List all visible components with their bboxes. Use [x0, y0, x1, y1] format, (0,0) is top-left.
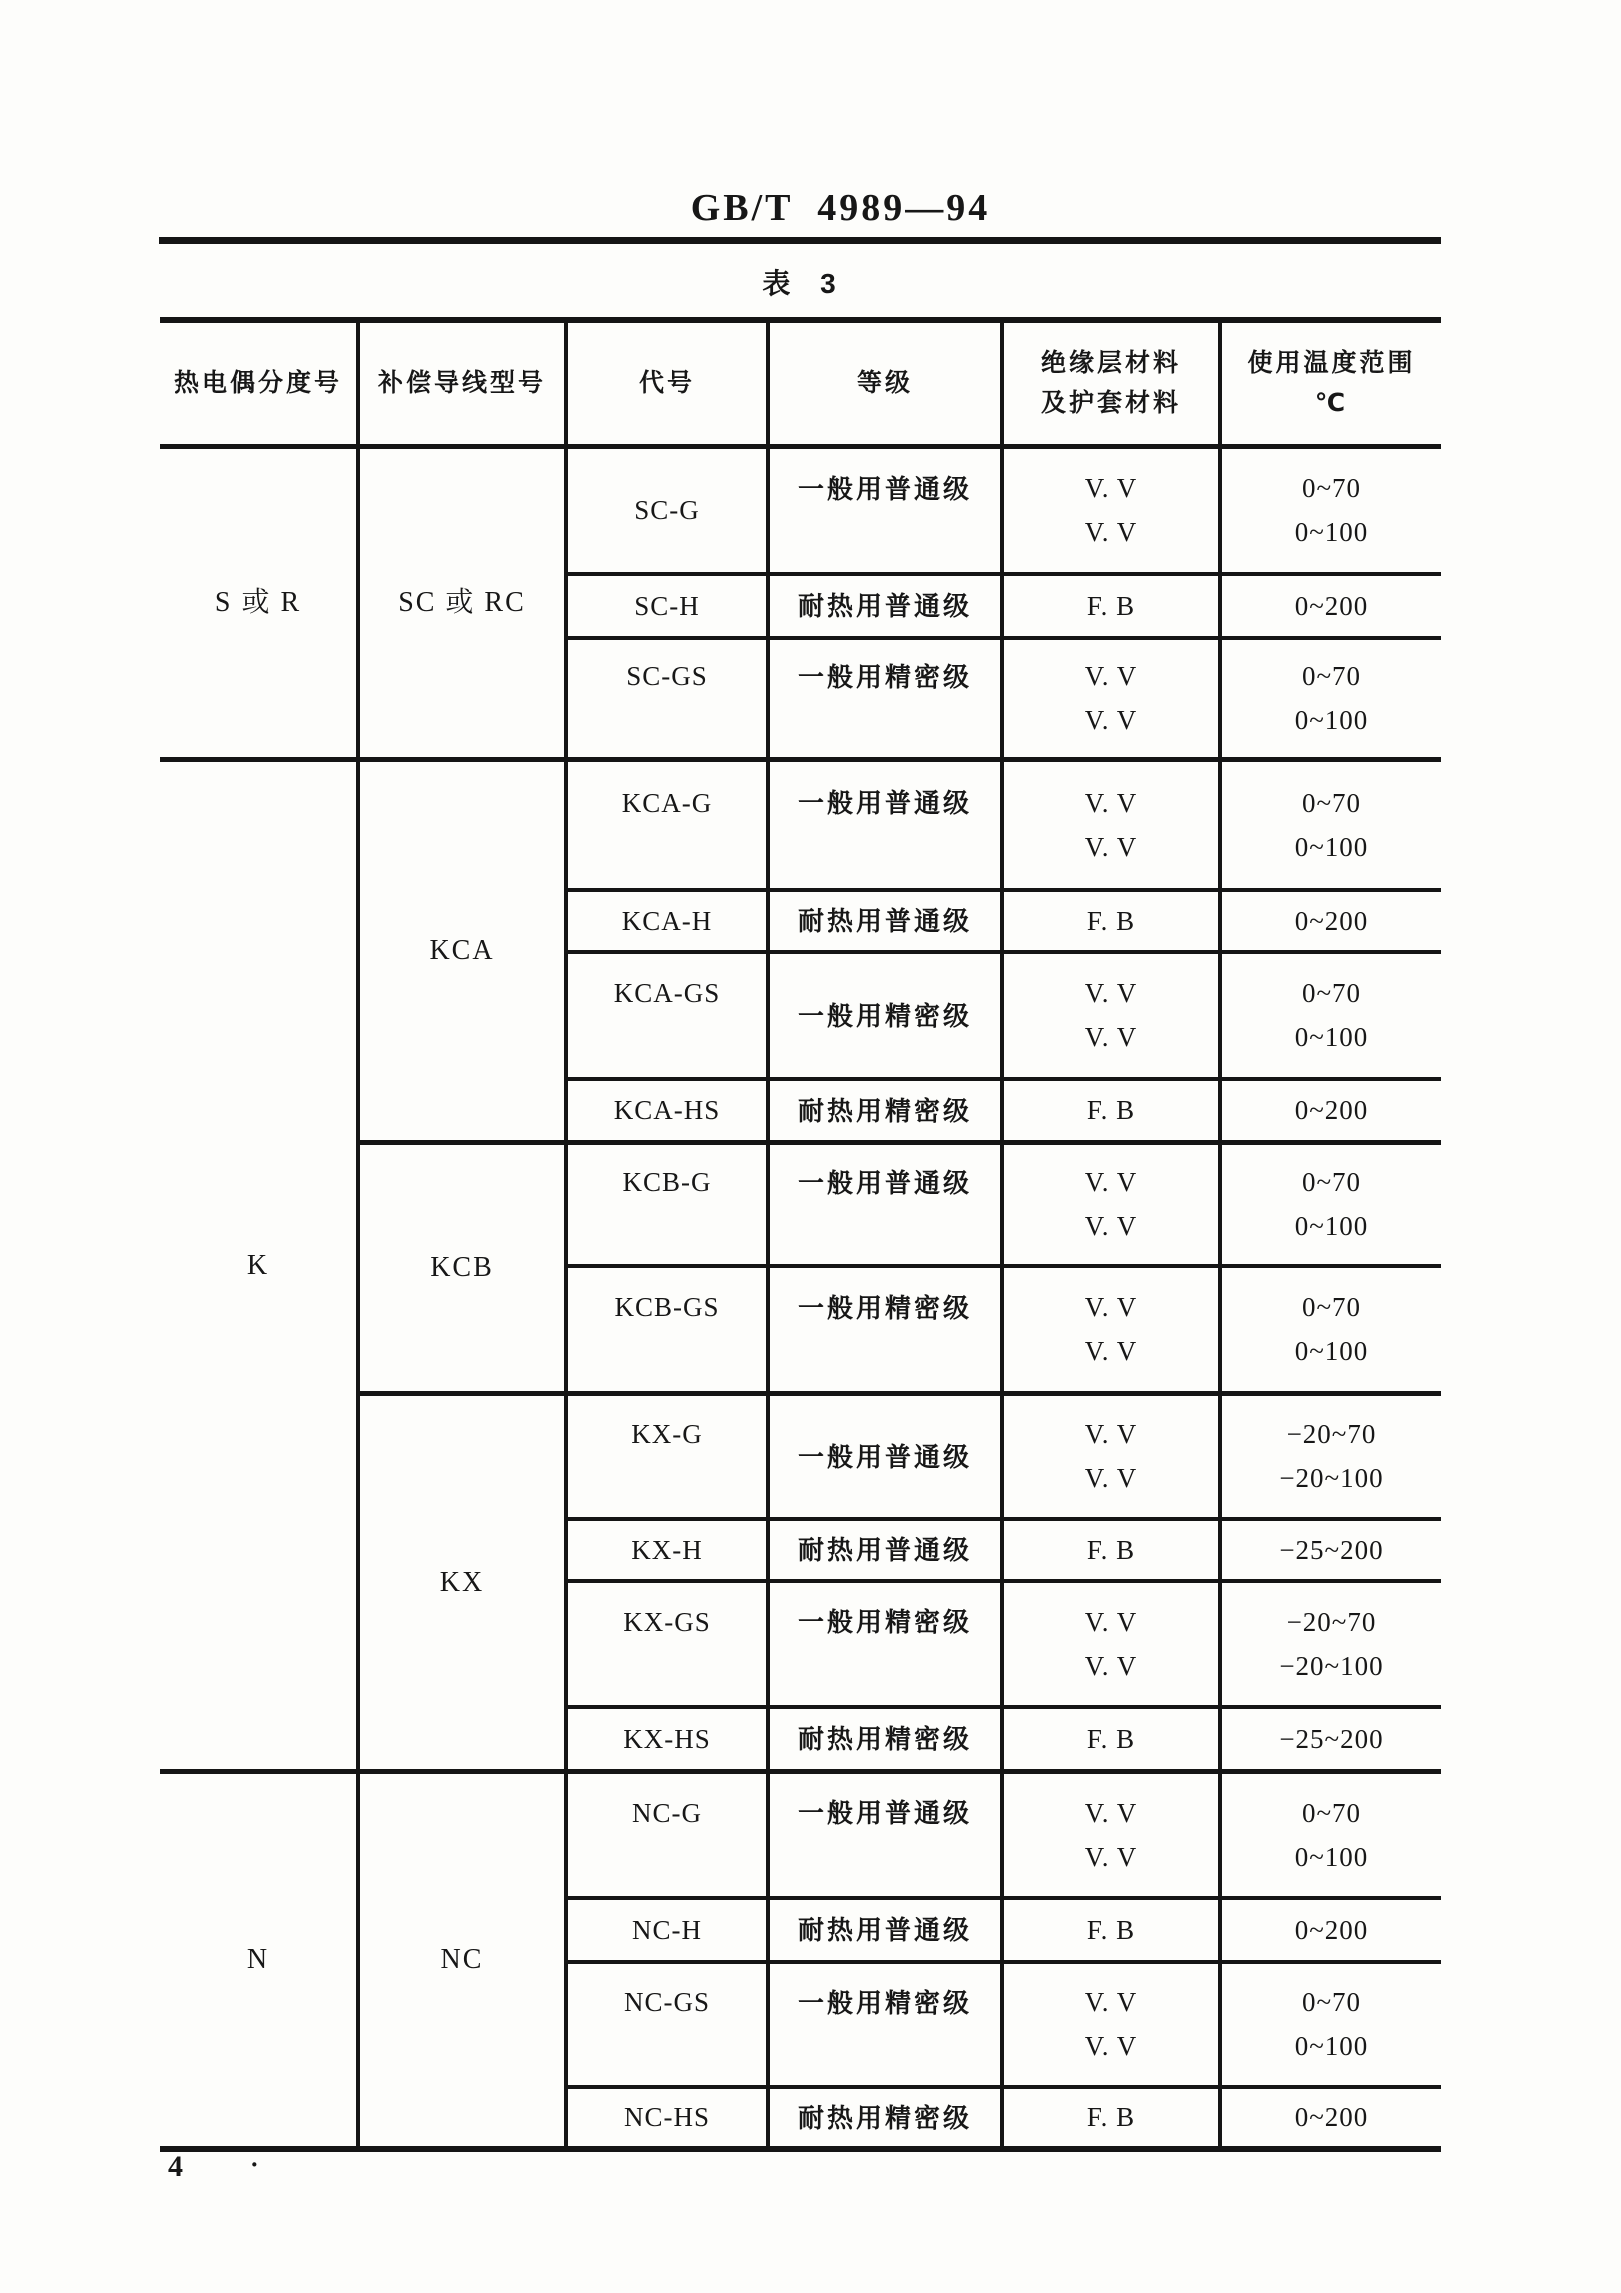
column-header-grade: 等级 — [770, 323, 1004, 444]
temperature-cell: 0~70 0~100 — [1294, 661, 1369, 735]
table-header-row — [160, 323, 1441, 449]
standard-number-title: GB/T 4989—94 — [690, 187, 991, 229]
grade-cell: 耐热用精密级 — [770, 1709, 1004, 1769]
thermocouple-type-cell: N — [160, 1774, 360, 2146]
material-cell: F. B — [1004, 1521, 1222, 1579]
table-row-kx-h — [568, 1517, 1441, 1579]
group-sc-rc — [360, 449, 1441, 757]
column-header-wire-model: 补偿导线型号 — [360, 323, 568, 444]
grade-cell: 耐热用普通级 — [770, 892, 1004, 950]
material-cell: F. B — [1004, 576, 1222, 636]
table-row-kcb-gs — [568, 1264, 1441, 1391]
grade-cell: 一般用精密级 — [770, 640, 1004, 757]
table-row-kx-hs — [568, 1705, 1441, 1769]
temperature-cell: 0~200 — [1294, 905, 1369, 936]
code-cell: KCA-H — [568, 892, 770, 950]
section-n — [160, 1769, 1441, 2146]
material-cell: F. B — [1004, 1900, 1222, 1960]
column-header-code: 代号 — [568, 323, 770, 444]
material-cell: V. V V. V — [1004, 762, 1222, 888]
table-row-nc-h — [568, 1896, 1441, 1960]
code-cell: KCB-G — [568, 1145, 770, 1264]
grade-cell: 耐热用普通级 — [770, 1900, 1004, 1960]
material-cell: V. V V. V — [1004, 1964, 1222, 2085]
temperature-cell: 0~70 0~100 — [1294, 787, 1369, 862]
temperature-cell: 0~200 — [1294, 2102, 1369, 2132]
temperature-cell: 0~70 0~100 — [1294, 1797, 1369, 1872]
material-cell: V. V V. V — [1004, 449, 1222, 572]
material-cell: V. V V. V — [1004, 640, 1222, 757]
table-row-kca-hs — [568, 1077, 1441, 1140]
grade-cell: 一般用普通级 — [770, 1145, 1004, 1264]
code-cell: KCA-G — [568, 762, 770, 888]
grade-cell: 一般用精密级 — [770, 954, 1004, 1077]
thermocouple-type-cell: K — [160, 762, 360, 1769]
table-row-nc-g — [568, 1774, 1441, 1896]
grade-cell: 一般用普通级 — [770, 1396, 1004, 1517]
temperature-cell: 0~70 0~100 — [1294, 473, 1369, 547]
group-kx — [360, 1391, 1441, 1769]
temperature-cell: 0~70 0~100 — [1294, 1987, 1369, 2061]
code-cell: SC-GS — [568, 640, 770, 757]
grade-cell: 耐热用精密级 — [770, 2089, 1004, 2146]
temperature-cell: −20~70 −20~100 — [1279, 1419, 1384, 1493]
code-cell: SC-G — [568, 449, 770, 572]
grade-cell: 耐热用普通级 — [770, 1521, 1004, 1579]
material-cell: F. B — [1004, 892, 1222, 950]
grade-cell: 一般用精密级 — [770, 1268, 1004, 1391]
table-row-kca-g — [568, 762, 1441, 888]
code-cell: KX-GS — [568, 1583, 770, 1705]
material-cell: V. V V. V — [1004, 1583, 1222, 1705]
material-cell: V. V V. V — [1004, 1145, 1222, 1264]
section-k — [160, 757, 1441, 1769]
table-caption: 表 3 — [762, 268, 839, 299]
material-cell: F. B — [1004, 1081, 1222, 1140]
group-nc — [360, 1774, 1441, 2146]
code-cell: KX-G — [568, 1396, 770, 1517]
table-row-kca-gs — [568, 950, 1441, 1077]
grade-cell: 一般用精密级 — [770, 1583, 1004, 1705]
section-s-r — [160, 449, 1441, 757]
table-row-sc-gs — [568, 636, 1441, 757]
temperature-cell: −20~70 −20~100 — [1279, 1606, 1384, 1681]
thermocouple-type-cell: S 或 R — [160, 449, 360, 757]
code-cell: KCB-GS — [568, 1268, 770, 1391]
table-row-sc-g — [568, 449, 1441, 572]
grade-cell: 一般用精密级 — [770, 1964, 1004, 2085]
grade-cell: 耐热用普通级 — [770, 576, 1004, 636]
temperature-cell: 0~200 — [1294, 1914, 1369, 1945]
footer-dot: · — [250, 2150, 259, 2179]
wire-model-cell: KCA — [360, 762, 568, 1140]
grade-cell: 一般用普通级 — [770, 1774, 1004, 1896]
table-row-kcb-g — [568, 1145, 1441, 1264]
temperature-cell: 0~200 — [1294, 590, 1369, 621]
temperature-cell: 0~200 — [1294, 1095, 1369, 1125]
material-cell: F. B — [1004, 2089, 1222, 2146]
code-cell: SC-H — [568, 576, 770, 636]
temperature-cell: −25~200 — [1279, 1534, 1384, 1565]
grade-cell: 一般用普通级 — [770, 449, 1004, 572]
table-row-kx-g — [568, 1396, 1441, 1517]
table-row-sc-h — [568, 572, 1441, 636]
title-rule — [159, 237, 1441, 244]
temperature-cell: 0~70 0~100 — [1294, 978, 1369, 1052]
column-header-materials: 绝缘层材料 及护套材料 — [1004, 323, 1222, 444]
temperature-cell: −25~200 — [1279, 1723, 1384, 1754]
code-cell: NC-HS — [568, 2089, 770, 2146]
column-header-thermocouple-type: 热电偶分度号 — [160, 323, 360, 444]
code-cell: KX-HS — [568, 1709, 770, 1769]
material-cell: V. V V. V — [1004, 1268, 1222, 1391]
group-kcb — [360, 1140, 1441, 1391]
table-row-nc-gs — [568, 1960, 1441, 2085]
table-row-nc-hs — [568, 2085, 1441, 2146]
code-cell: KX-H — [568, 1521, 770, 1579]
grade-cell: 一般用普通级 — [770, 762, 1004, 888]
code-cell: KCA-HS — [568, 1081, 770, 1140]
code-cell: NC-G — [568, 1774, 770, 1896]
material-cell: F. B — [1004, 1709, 1222, 1769]
wire-model-cell: KCB — [360, 1145, 568, 1391]
temperature-cell: 0~70 0~100 — [1294, 1292, 1369, 1366]
group-kca — [360, 762, 1441, 1140]
material-cell: V. V V. V — [1004, 954, 1222, 1077]
material-cell: V. V V. V — [1004, 1774, 1222, 1896]
column-header-temperature-range: 使用温度范围 ℃ — [1247, 349, 1416, 417]
wire-model-cell: NC — [360, 1774, 568, 2146]
wire-model-cell: SC 或 RC — [360, 449, 568, 757]
table-row-kx-gs — [568, 1579, 1441, 1705]
code-cell: NC-GS — [568, 1964, 770, 2085]
temperature-cell: 0~70 0~100 — [1294, 1167, 1369, 1241]
table-3 — [160, 317, 1441, 2152]
wire-model-cell: KX — [360, 1396, 568, 1769]
material-cell: V. V V. V — [1004, 1396, 1222, 1517]
table-row-kca-h — [568, 888, 1441, 950]
code-cell: KCA-GS — [568, 954, 770, 1077]
page-number: 4 — [168, 2150, 183, 2183]
grade-cell: 耐热用精密级 — [770, 1081, 1004, 1140]
code-cell: NC-H — [568, 1900, 770, 1960]
